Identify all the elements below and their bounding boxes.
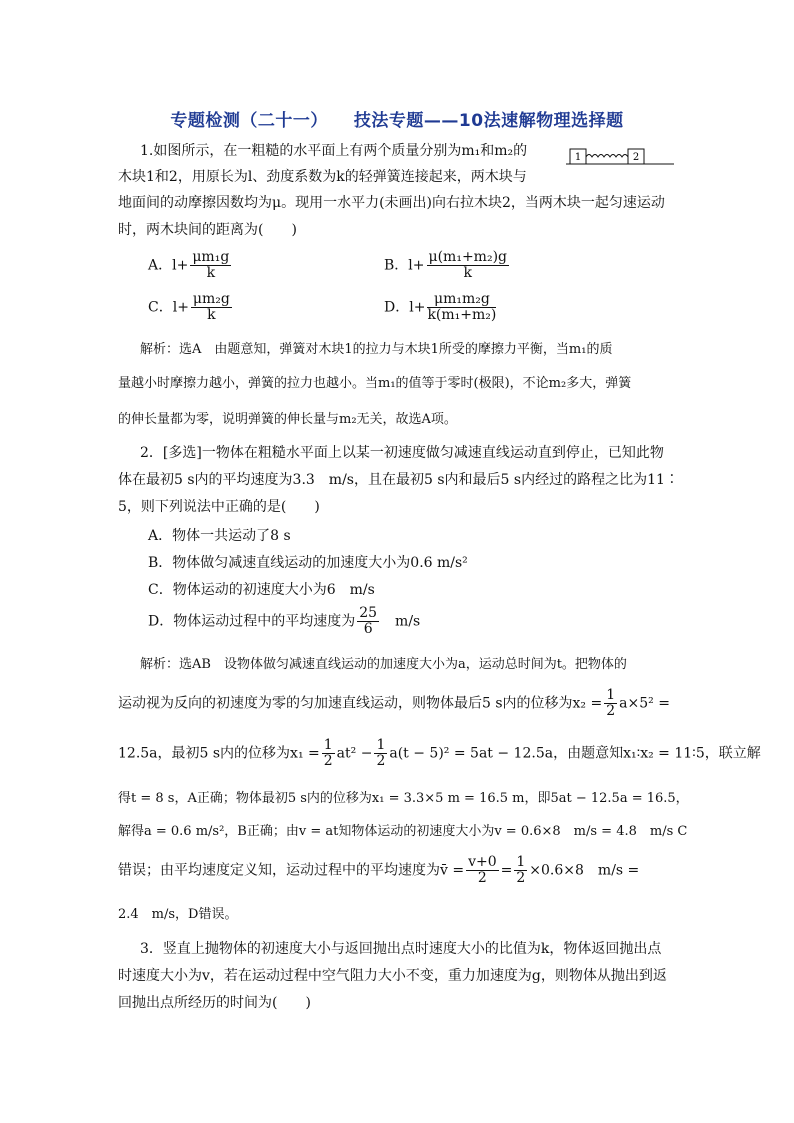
q1-option-b-label: B．l+	[384, 257, 425, 274]
q2-option-d-text: D．物体运动过程中的平均速度为	[148, 613, 356, 630]
q2-line-1: 2．[多选]一物体在粗糙水平面上以某一初速度做匀减速直线运动直到停止，已知此物	[140, 445, 664, 461]
q2-analysis-line-6-num: v+0	[468, 854, 497, 870]
block-2-label: 2	[632, 152, 640, 163]
q2-analysis-half-den-2: 2	[323, 753, 333, 769]
q1-option-b-num: μ(m₁+m₂)g	[428, 249, 507, 265]
title-right: 技法专题——10法速解物理选择题	[353, 111, 624, 131]
q1-option-a-label: A．l+	[148, 257, 189, 274]
q1-analysis-line-2: 量越小时摩擦力越小，弹簧的拉力也越小。当m₁的值等于零时(极限)，不论m₂多大，弹簧	[118, 376, 632, 391]
q1-option-d-label: D．l+	[384, 299, 426, 316]
q2-analysis-line-5: 解得a = 0.6 m/s²，B正确；由v = at知物体运动的初速度大小为v = 0.6×8 m/s = 4.8 m/s C	[118, 824, 688, 839]
q1-line-4: 时，两木块间的距离为( )	[118, 222, 297, 238]
q3-line-3: 回抛出点所经历的时间为( )	[118, 995, 311, 1011]
q1-option-c-label: C．l+	[148, 299, 189, 316]
q2-option-d-num: 25	[359, 605, 378, 621]
q1-option-a	[148, 250, 233, 281]
q2-analysis-line-3-c: a(t − 5)² = 5at − 12.5a，由题意知x₁∶x₂ = 11∶5，联立解	[389, 745, 761, 762]
q2-option-b: B．物体做匀减速直线运动的加速度大小为0.6 m/s²	[148, 555, 468, 571]
q2-analysis-line-2-end: a×5² =	[619, 695, 670, 712]
q2-option-d-unit: m/s	[381, 613, 421, 630]
q1-line-1: 1.如图所示，在一粗糙的水平面上有两个质量分别为m₁和m₂的	[140, 143, 528, 159]
q2-analysis-line-3	[118, 738, 761, 769]
q1-option-b	[384, 250, 511, 281]
q2-analysis-line-7: 2.4 m/s，D错误。	[118, 907, 238, 922]
q1-option-d-num: μm₁m₂g	[427, 292, 496, 308]
q2-analysis-line-6-text: 错误；由平均速度定义知，运动过程中的平均速度为v̄ =	[118, 862, 465, 879]
q1-option-c-den: k	[207, 307, 216, 323]
page-title	[0, 106, 794, 131]
q1-option-a-den: k	[206, 265, 216, 281]
q1-option-c	[148, 292, 234, 323]
q2-line-2: 体在最初5 s内的平均速度为3.3 m/s，且在最初5 s内和最后5 s内经过的路程之比为11∶	[118, 472, 679, 488]
q1-option-d	[384, 292, 498, 323]
q2-analysis-half-den-4: 2	[516, 870, 526, 886]
q2-analysis-half-den: 2	[606, 703, 616, 719]
q2-analysis-half-num-4: 1	[516, 854, 526, 870]
q2-analysis-line-6	[118, 855, 639, 886]
q2-analysis-line-6-den: 2	[477, 870, 487, 886]
q1-option-d-den: k(m₁+m₂)	[427, 307, 497, 323]
q2-option-a: A．物体一共运动了8 s	[148, 528, 291, 544]
q2-analysis-line-3-a: 12.5a，最初5 s内的位移为x₁ =	[118, 745, 320, 762]
q2-analysis-line-6-end: ×0.6×8 m/s =	[529, 862, 640, 879]
q3-line-1: 3．竖直上抛物体的初速度大小与返回抛出点时速度大小的比值为k，物体返回抛出点	[140, 941, 662, 957]
title-left: 专题检测（二十一）	[170, 111, 328, 131]
q2-analysis-line-3-b: at² −	[336, 745, 373, 762]
q1-line-2: 木块1和2，用原长为l、劲度系数为k的轻弹簧连接起来，两木块与	[118, 169, 527, 185]
block-1-label: 1	[574, 152, 582, 163]
q1-analysis-line-1: 解析：选A 由题意知，弹簧对木块1的拉力与木块1所受的摩擦力平衡，当m₁的质	[140, 342, 613, 357]
q1-option-b-den: k	[463, 265, 472, 281]
q1-option-c-num: μm₂g	[192, 291, 230, 307]
q2-analysis-line-2	[118, 688, 670, 719]
q3-line-2: 时速度大小为v，若在运动过程中空气阻力大小不变，重力加速度为g，则物体从抛出到返	[118, 968, 667, 984]
q2-analysis-half-num: 1	[606, 687, 616, 703]
q2-option-c: C．物体运动的初速度大小为6 m/s	[148, 582, 375, 598]
q1-analysis-line-3: 的伸长量都为零，说明弹簧的伸长量与m₂无关，故选A项。	[118, 412, 457, 427]
q2-analysis-half-num-3: 1	[376, 737, 386, 753]
q1-option-a-num: μm₁g	[192, 249, 230, 265]
q2-analysis-half-den-3: 2	[376, 753, 386, 769]
q2-option-d	[148, 606, 420, 637]
q2-analysis-line-1: 解析：选AB 设物体做匀减速直线运动的加速度大小为a，运动总时间为t。把物体的	[140, 657, 627, 672]
q2-analysis-line-4: 得t = 8 s，A正确；物体最初5 s内的位移为x₁ = 3.3×5 m = 16.5 m，即5at − 12.5a = 16.5，	[118, 791, 689, 806]
q2-analysis-line-6-eq: =	[500, 862, 513, 879]
q2-analysis-half-num-2: 1	[323, 737, 333, 753]
spring-blocks-diagram	[566, 144, 674, 166]
q1-line-3: 地面间的动摩擦因数均为μ。现用一水平力(未画出)向右拉木块2，当两木块一起匀速运动	[118, 195, 665, 211]
q2-option-d-den: 6	[363, 621, 373, 637]
q2-analysis-line-2-text: 运动视为反向的初速度为零的匀加速直线运动，则物体最后5 s内的位移为x₂ =	[118, 695, 603, 712]
q2-line-3: 5，则下列说法中正确的是( )	[118, 499, 320, 515]
